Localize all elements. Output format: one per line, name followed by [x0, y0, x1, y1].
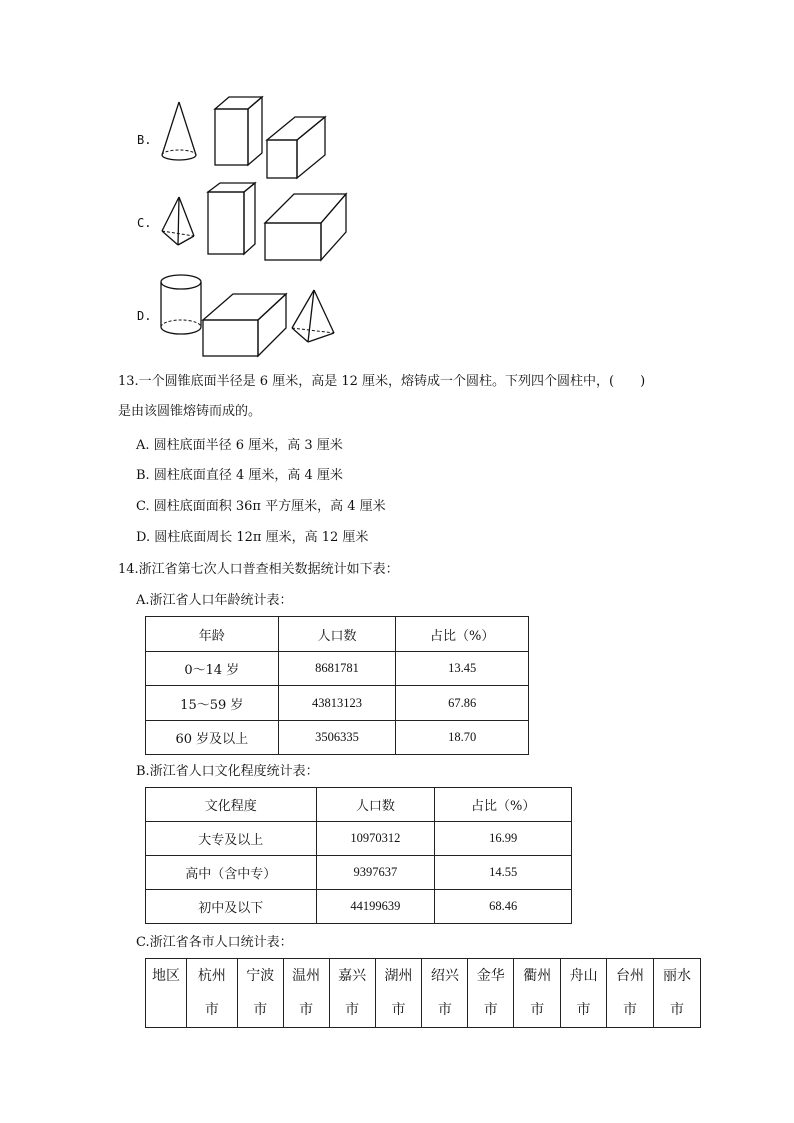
table-row	[146, 890, 572, 924]
q13-stem-line1: 13.一个圆锥底面半径是 6 厘米，高是 12 厘米，熔铸成一个圆柱。下列四个圆柱中，( )	[118, 374, 646, 389]
table-header-row	[146, 788, 572, 822]
city-cell	[422, 959, 468, 1028]
city-name: 舟山	[569, 968, 598, 984]
education-table	[145, 787, 572, 924]
table-b-caption: B.浙江省人口文化程度统计表：	[136, 764, 319, 779]
table-row	[146, 652, 529, 686]
city-suffix: 市	[345, 1002, 360, 1018]
age-table	[145, 616, 529, 755]
table-header-row	[146, 617, 529, 652]
header-cell: 年龄	[146, 617, 279, 652]
city-suffix: 市	[299, 1002, 314, 1018]
city-cell	[653, 959, 700, 1028]
header-cell: 占比（%）	[435, 788, 572, 822]
population-cell: 3506335	[278, 721, 396, 755]
percent-cell: 16.99	[435, 822, 572, 856]
city-suffix: 市	[623, 1002, 638, 1018]
q13-option-b: B. 圆柱底面直径 4 厘米，高 4 厘米	[136, 468, 343, 483]
population-cell: 44199639	[316, 890, 435, 924]
table-c-caption: C.浙江省各市人口统计表：	[136, 935, 293, 950]
city-name: 宁波	[246, 968, 275, 984]
table-row	[146, 856, 572, 890]
city-suffix: 市	[530, 1002, 545, 1018]
population-cell: 10970312	[316, 822, 435, 856]
table-row	[146, 822, 572, 856]
table-row	[146, 721, 529, 755]
city-suffix: 市	[253, 1002, 268, 1018]
city-cell	[514, 959, 561, 1028]
city-suffix: 市	[483, 1002, 498, 1018]
city-cell	[468, 959, 514, 1028]
education-cell: 初中及以下	[146, 890, 317, 924]
education-cell: 高中（含中专）	[146, 856, 317, 890]
region-header-cell: 地区	[146, 959, 187, 1028]
tall-cuboid-shape	[208, 183, 255, 254]
q13-option-c: C. 圆柱底面面积 36π 平方厘米，高 4 厘米	[136, 499, 386, 514]
city-cell	[186, 959, 237, 1028]
population-cell: 9397637	[316, 856, 435, 890]
city-suffix: 市	[204, 1002, 219, 1018]
option-b-label: B.	[137, 133, 152, 147]
city-suffix: 市	[391, 1002, 406, 1018]
percent-cell: 13.45	[396, 652, 529, 686]
cone-shape	[162, 102, 196, 160]
city-name: 湖州	[384, 968, 413, 984]
age-cell: 0～14 岁	[146, 652, 279, 686]
city-name: 温州	[292, 968, 321, 984]
option-d-shapes	[158, 270, 343, 358]
city-cell	[283, 959, 329, 1028]
city-name: 金华	[476, 968, 505, 984]
city-suffix: 市	[669, 1002, 684, 1018]
city-table	[145, 958, 701, 1028]
header-cell: 人口数	[316, 788, 435, 822]
tall-cuboid-shape	[215, 97, 262, 165]
city-suffix: 市	[576, 1002, 591, 1018]
header-cell: 文化程度	[146, 788, 317, 822]
percent-cell: 14.55	[435, 856, 572, 890]
percent-cell: 67.86	[396, 686, 529, 721]
city-cell	[329, 959, 375, 1028]
q13-option-d: D. 圆柱底面周长 12π 厘米，高 12 厘米	[136, 530, 369, 545]
city-name: 嘉兴	[338, 968, 367, 984]
city-suffix: 市	[437, 1002, 452, 1018]
header-cell: 占比（%）	[396, 617, 529, 652]
option-c-shapes	[158, 180, 353, 262]
q14-stem: 14.浙江省第七次人口普查相关数据统计如下表：	[118, 562, 399, 577]
table-row	[146, 686, 529, 721]
age-cell: 60 岁及以上	[146, 721, 279, 755]
option-b-shapes	[155, 95, 330, 180]
wide-cuboid-shape	[265, 194, 346, 260]
pyramid-shape	[162, 197, 194, 245]
population-cell: 43813123	[278, 686, 396, 721]
option-d-label: D.	[137, 309, 152, 323]
population-cell: 8681781	[278, 652, 396, 686]
city-name: 丽水	[662, 968, 691, 984]
pyramid-shape	[292, 290, 334, 342]
age-cell: 15～59 岁	[146, 686, 279, 721]
city-name: 台州	[616, 968, 645, 984]
education-cell: 大专及以上	[146, 822, 317, 856]
city-name: 衢州	[523, 968, 552, 984]
table-a-caption: A.浙江省人口年龄统计表：	[136, 593, 293, 608]
q13-stem-line2: 是由该圆锥熔铸而成的。	[118, 404, 262, 419]
q13-option-a: A. 圆柱底面半径 6 厘米，高 3 厘米	[136, 438, 343, 453]
city-cell	[561, 959, 607, 1028]
city-cell	[607, 959, 654, 1028]
option-c-label: C.	[137, 216, 152, 230]
flat-cuboid-shape	[267, 117, 325, 178]
city-cell	[237, 959, 283, 1028]
table-row	[146, 959, 701, 1028]
city-name: 杭州	[197, 968, 226, 984]
percent-cell: 68.46	[435, 890, 572, 924]
percent-cell: 18.70	[396, 721, 529, 755]
wide-cuboid-shape	[203, 294, 286, 356]
city-name: 绍兴	[430, 968, 459, 984]
header-cell: 人口数	[278, 617, 396, 652]
city-cell	[375, 959, 422, 1028]
cylinder-shape	[161, 275, 201, 334]
